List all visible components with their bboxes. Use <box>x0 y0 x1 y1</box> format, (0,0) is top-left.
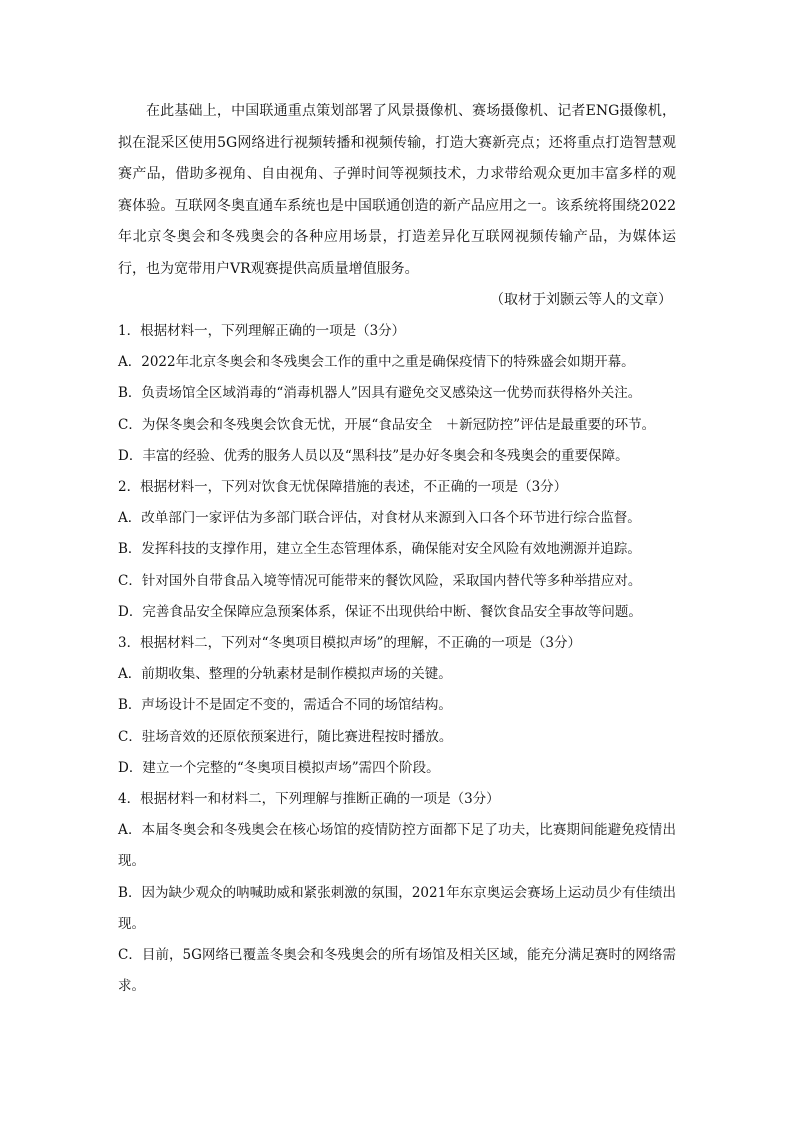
question-3-option-d: D．建立一个完整的“冬奥项目模拟声场”需四个阶段。 <box>118 759 440 776</box>
question-2-stem: 2．根据材料一，下列对饮食无忧保障措施的表述，不正确的一项是（3分） <box>118 479 568 496</box>
question-3-option-c: C．驻场音效的还原依预案进行，随比赛进程按时播放。 <box>118 728 453 745</box>
question-1-option-b: B．负责场馆全区域消毒的“消毒机器人”因具有避免交叉感染这一优势而获得格外关注。 <box>118 385 642 402</box>
document-page <box>118 96 676 1002</box>
question-3-stem: 3．根据材料二，下列对“冬奥项目模拟声场”的理解，不正确的一项是（3分） <box>118 635 581 652</box>
question-2-option-d: D．完善食品安全保障应急预案体系，保证不出现供给中断、餐饮食品安全事故等问题。 <box>118 603 642 620</box>
question-4-option-a: A．本届冬奥会和冬残奥会在核心场馆的疫情防控方面都下足了功夫，比赛期间能避免疫情出现。 <box>118 822 676 870</box>
question-3-option-a: A．前期收集、整理的分轨素材是制作模拟声场的关键。 <box>118 666 452 683</box>
question-2-option-c: C．针对国外自带食品入境等情况可能带来的餐饮风险，采取国内替代等多种举措应对。 <box>118 572 642 589</box>
question-4-stem: 4．根据材料一和材料二，下列理解与推断正确的一项是（3分） <box>118 791 500 808</box>
question-1-option-a: A．2022年北京冬奥会和冬残奥会工作的重中之重是确保疫情下的特殊盛会如期开幕。 <box>118 354 635 371</box>
passage-paragraph: 在此基础上，中国联通重点策划部署了风景摄像机、赛场摄像机、记者ENG摄像机，拟在混采区使用5G网络进行视频转播和视频传输，打造大赛新亮点；还将重点打造智慧观赛产品，借助多视角、自由视角、子弹时间等视频技术，力求带给观众更加丰富多样的观赛体验。互联网冬奥直通车系统也是中国联通创造的新产品应用之一。该系统将围绕2022年北京冬奥会和冬残奥会的各种应用场景，打造差异化互联网视频传输产品，为媒体运行，也为宽带用户VR观赛提供高质量增值服务。 <box>118 103 676 277</box>
passage-source: （取材于刘颢云等人的文章） <box>490 292 672 308</box>
question-4-option-c: C．目前，5G网络已覆盖冬奥会和冬残奥会的所有场馆及相关区域，能充分满足赛时的网络需求。 <box>118 947 676 995</box>
question-3-option-b: B．声场设计不是固定不变的，需适合不同的场馆结构。 <box>118 697 452 714</box>
question-1-stem: 1．根据材料一，下列理解正确的一项是（3分） <box>118 323 406 339</box>
question-1-option-c: C．为保冬奥会和冬残奥会饮食无忧，开展“食品安全 ＋新冠防控”评估是最重要的环节。 <box>118 416 656 433</box>
question-2-option-a: A．改单部门一家评估为多部门联合评估，对食材从来源到入口各个环节进行综合监督。 <box>118 510 641 527</box>
question-4-option-b: B．因为缺少观众的呐喊助威和紧张刺激的氛围，2021年东京奥运会赛场上运动员少有佳绩出现。 <box>118 884 676 932</box>
question-2-option-b: B．发挥科技的支撑作用，建立全生态管理体系，确保能对安全风险有效地溯源并追踪。 <box>118 541 641 558</box>
question-1-option-d: D．丰富的经验、优秀的服务人员以及“黑科技”是办好冬奥会和冬残奥会的重要保障。 <box>118 447 629 464</box>
